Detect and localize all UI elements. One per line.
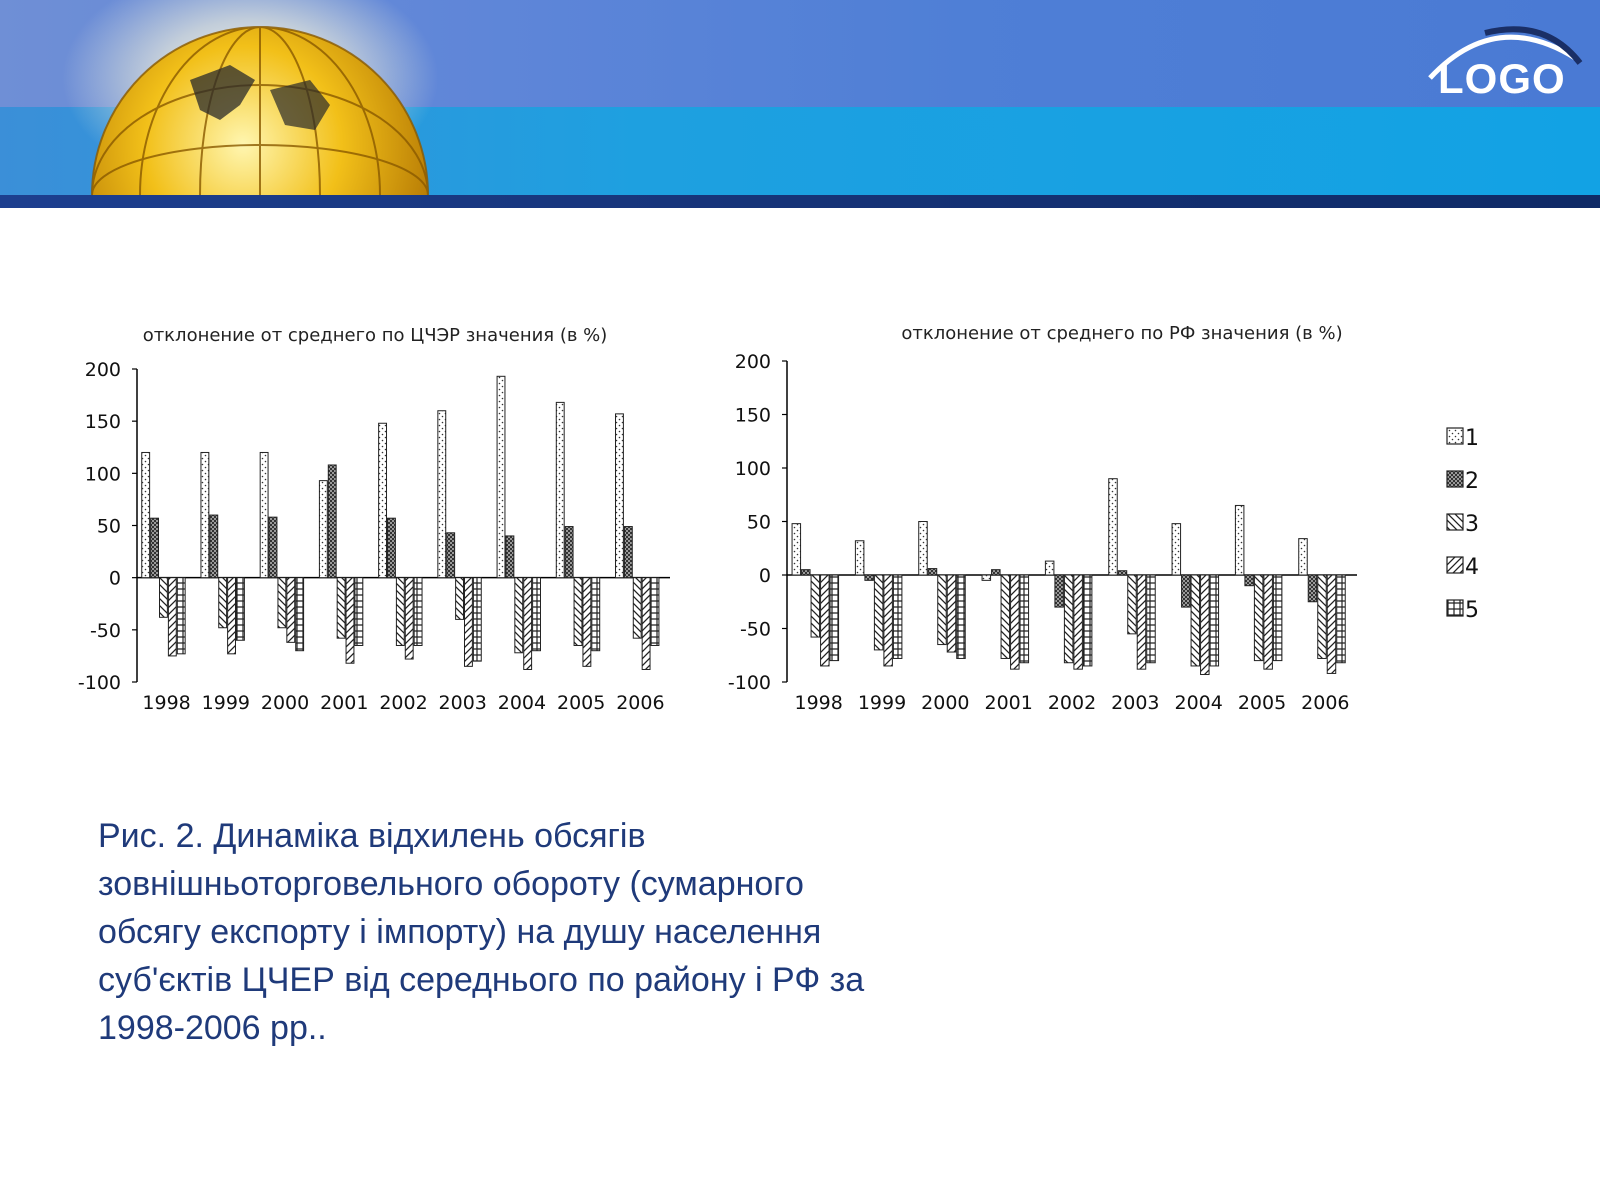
bar-1999-series-5 bbox=[236, 578, 244, 641]
bar-2004-series-2 bbox=[506, 536, 514, 578]
x-tick-label: 2003 bbox=[1111, 692, 1160, 714]
y-tick-label: -100 bbox=[727, 672, 771, 694]
bar-1998-series-4 bbox=[168, 578, 176, 656]
bar-1999-series-4 bbox=[884, 575, 893, 666]
bar-2003-series-2 bbox=[447, 533, 455, 578]
y-tick-label: 150 bbox=[84, 411, 121, 434]
x-tick-label: 2006 bbox=[616, 692, 665, 714]
bar-2002-series-1 bbox=[1045, 561, 1054, 575]
chart-right bbox=[715, 310, 1395, 730]
bar-2003-series-3 bbox=[1128, 575, 1137, 634]
logo-text: LOGO bbox=[1438, 55, 1566, 102]
bar-2000-series-4 bbox=[947, 575, 956, 652]
legend-swatch-2 bbox=[1447, 471, 1463, 487]
bar-2002-series-2 bbox=[388, 518, 396, 577]
bar-2001-series-1 bbox=[319, 481, 327, 578]
x-tick-label: 2002 bbox=[1047, 692, 1097, 714]
x-tick-label: 2002 bbox=[379, 692, 428, 714]
legend-label-1: 1 bbox=[1465, 426, 1479, 451]
bar-2002-series-3 bbox=[1064, 575, 1073, 663]
chart-left-title: отклонение от среднего по ЦЧЭР значения (в %) bbox=[142, 325, 608, 346]
x-tick-label: 1999 bbox=[201, 692, 251, 714]
bar-2005-series-2 bbox=[1245, 575, 1254, 586]
bar-1998-series-1 bbox=[142, 452, 150, 577]
bar-1998-series-5 bbox=[830, 575, 839, 661]
bar-2003-series-3 bbox=[456, 578, 464, 620]
legend-label-5: 5 bbox=[1465, 598, 1479, 623]
x-tick-label: 2000 bbox=[921, 692, 970, 714]
bar-2004-series-4 bbox=[1201, 575, 1210, 675]
bar-2002-series-4 bbox=[1074, 575, 1083, 669]
header-divider-bar bbox=[0, 195, 1600, 208]
legend-label-4: 4 bbox=[1465, 555, 1479, 580]
bar-2003-series-2 bbox=[1118, 571, 1127, 575]
bar-1999-series-3 bbox=[219, 578, 227, 628]
bar-1998-series-5 bbox=[177, 578, 185, 654]
x-tick-label: 1999 bbox=[857, 692, 907, 714]
bar-2005-series-5 bbox=[592, 578, 600, 651]
bar-2006-series-5 bbox=[651, 578, 659, 646]
bar-2000-series-1 bbox=[260, 452, 268, 577]
bar-2002-series-5 bbox=[1083, 575, 1092, 666]
figure-caption: Рис. 2. Динаміка відхилень обсягів зовнішньоторговельного обороту (сумарного обсягу експорту і імпорту) на душу населення суб'єктів ЦЧЕР від середнього по району і РФ за 1998-2006 рр.. bbox=[98, 817, 865, 1047]
bar-2005-series-5 bbox=[1273, 575, 1282, 661]
bar-2000-series-5 bbox=[957, 575, 966, 658]
bar-2005-series-1 bbox=[1235, 505, 1244, 575]
bar-1998-series-4 bbox=[821, 575, 830, 666]
x-tick-label: 2001 bbox=[320, 692, 369, 714]
y-tick-label: 100 bbox=[734, 458, 771, 480]
bar-1999-series-3 bbox=[874, 575, 883, 650]
legend-label-2: 2 bbox=[1465, 469, 1479, 494]
x-tick-label: 1998 bbox=[142, 692, 191, 714]
bar-2006-series-2 bbox=[624, 527, 632, 578]
y-tick-label: 150 bbox=[734, 404, 771, 427]
legend-label-3: 3 bbox=[1465, 512, 1479, 537]
bar-1998-series-3 bbox=[160, 578, 168, 618]
bar-1999-series-4 bbox=[228, 578, 236, 654]
bar-2003-series-4 bbox=[1137, 575, 1146, 669]
bar-2001-series-5 bbox=[355, 578, 363, 646]
y-tick-label: -100 bbox=[77, 672, 121, 694]
bar-2003-series-5 bbox=[473, 578, 481, 661]
bar-2002-series-4 bbox=[405, 578, 413, 659]
chart-legend bbox=[1445, 420, 1525, 640]
y-tick-label: 100 bbox=[84, 463, 121, 486]
bar-2001-series-2 bbox=[328, 465, 336, 578]
bar-2000-series-3 bbox=[278, 578, 286, 628]
bar-1999-series-5 bbox=[893, 575, 902, 658]
x-tick-label: 2000 bbox=[260, 692, 310, 714]
header-banner bbox=[0, 0, 1600, 195]
bar-2000-series-2 bbox=[928, 569, 937, 575]
bar-2006-series-2 bbox=[1308, 575, 1317, 602]
bar-2001-series-1 bbox=[982, 575, 991, 580]
bar-2005-series-4 bbox=[583, 578, 591, 667]
bar-2001-series-5 bbox=[1020, 575, 1029, 663]
bar-2004-series-2 bbox=[1182, 575, 1191, 607]
bar-2004-series-4 bbox=[524, 578, 532, 670]
bar-2005-series-1 bbox=[556, 402, 564, 577]
bar-2001-series-3 bbox=[1001, 575, 1010, 658]
legend-swatch-1 bbox=[1447, 428, 1463, 444]
bar-1998-series-3 bbox=[811, 575, 820, 637]
globe-icon bbox=[80, 20, 440, 195]
legend-swatch-4 bbox=[1447, 557, 1463, 573]
bar-2002-series-2 bbox=[1055, 575, 1064, 607]
bar-2002-series-1 bbox=[379, 423, 387, 577]
bar-2003-series-1 bbox=[1109, 479, 1118, 575]
y-tick-label: 200 bbox=[734, 351, 771, 373]
x-tick-label: 2005 bbox=[1237, 692, 1287, 714]
legend-swatch-5 bbox=[1447, 600, 1463, 616]
y-tick-label: 50 bbox=[746, 511, 771, 534]
bar-2005-series-3 bbox=[1254, 575, 1263, 661]
bar-1999-series-1 bbox=[201, 452, 209, 577]
bar-1999-series-1 bbox=[855, 541, 864, 575]
bar-2003-series-5 bbox=[1147, 575, 1156, 663]
bar-2000-series-1 bbox=[919, 522, 928, 576]
bar-2000-series-5 bbox=[296, 578, 304, 651]
chart-left bbox=[60, 310, 700, 730]
bar-1999-series-2 bbox=[865, 575, 874, 580]
bar-2006-series-4 bbox=[1327, 575, 1336, 673]
x-tick-label: 2004 bbox=[1174, 692, 1223, 714]
bar-1998-series-2 bbox=[802, 570, 811, 575]
bar-1998-series-2 bbox=[151, 518, 159, 577]
bar-2000-series-4 bbox=[287, 578, 295, 643]
bar-2004-series-5 bbox=[533, 578, 541, 651]
bar-2004-series-5 bbox=[1210, 575, 1219, 666]
y-tick-label: -50 bbox=[89, 619, 121, 642]
bar-2006-series-3 bbox=[633, 578, 641, 639]
bar-2001-series-4 bbox=[1011, 575, 1020, 669]
bar-2000-series-3 bbox=[938, 575, 947, 645]
bar-2003-series-4 bbox=[464, 578, 472, 667]
y-tick-label: 50 bbox=[96, 515, 121, 538]
bar-2002-series-3 bbox=[396, 578, 404, 646]
bar-2006-series-1 bbox=[616, 414, 624, 578]
bar-2006-series-4 bbox=[642, 578, 650, 670]
bar-2006-series-5 bbox=[1337, 575, 1346, 663]
bar-2004-series-3 bbox=[1191, 575, 1200, 666]
bar-2002-series-5 bbox=[414, 578, 422, 646]
x-tick-label: 2005 bbox=[556, 692, 606, 714]
bar-2003-series-1 bbox=[438, 411, 446, 578]
x-tick-label: 1998 bbox=[794, 692, 843, 714]
y-tick-label: -50 bbox=[739, 618, 771, 641]
x-tick-label: 2004 bbox=[497, 692, 547, 714]
bar-2001-series-4 bbox=[346, 578, 354, 664]
x-tick-label: 2003 bbox=[438, 692, 487, 714]
bar-2004-series-3 bbox=[515, 578, 523, 653]
bar-2005-series-4 bbox=[1264, 575, 1273, 669]
y-tick-label: 200 bbox=[84, 359, 121, 381]
bar-2006-series-3 bbox=[1318, 575, 1327, 658]
y-tick-label: 0 bbox=[108, 567, 121, 590]
bar-2004-series-1 bbox=[1172, 524, 1181, 575]
chart-right-title: отклонение от среднего по РФ значения (в %) bbox=[901, 323, 1343, 344]
x-tick-label: 2001 bbox=[984, 692, 1033, 714]
bar-2001-series-2 bbox=[992, 570, 1001, 575]
bar-2004-series-1 bbox=[497, 376, 505, 577]
x-tick-label: 2006 bbox=[1301, 692, 1350, 714]
bar-2001-series-3 bbox=[337, 578, 345, 639]
bar-2006-series-1 bbox=[1299, 539, 1308, 575]
bar-1998-series-1 bbox=[792, 524, 801, 575]
bar-2005-series-2 bbox=[565, 527, 573, 578]
legend-swatch-3 bbox=[1447, 514, 1463, 530]
bar-1999-series-2 bbox=[210, 515, 218, 578]
y-tick-label: 0 bbox=[758, 565, 771, 587]
bar-2000-series-2 bbox=[269, 517, 277, 578]
bar-2005-series-3 bbox=[574, 578, 582, 646]
